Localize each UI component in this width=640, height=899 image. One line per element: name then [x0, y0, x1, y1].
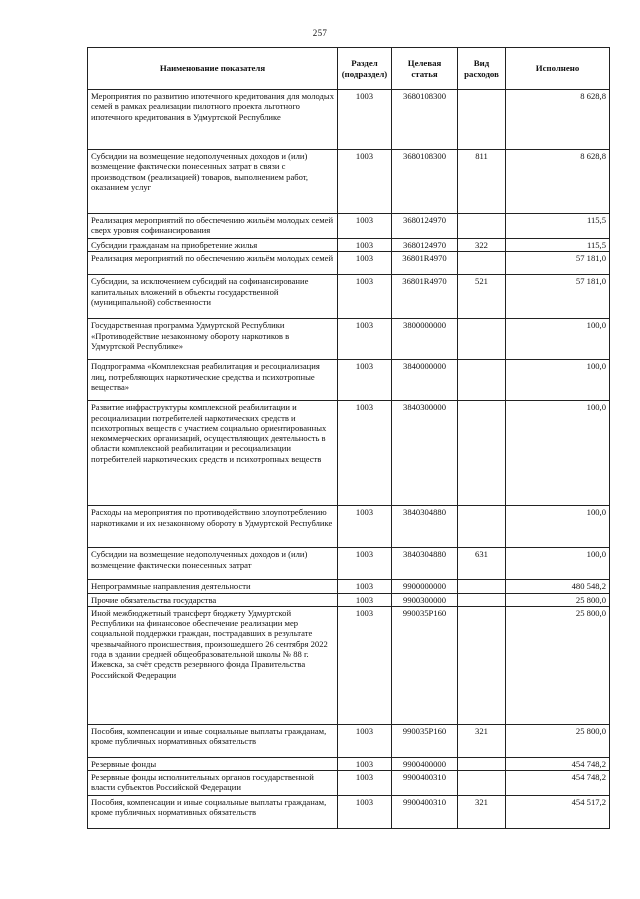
table-row	[88, 252, 610, 275]
row-section: 1003	[338, 548, 392, 580]
page-number: 257	[312, 28, 328, 38]
row-expense: 321	[458, 724, 506, 757]
table-row	[88, 580, 610, 593]
header-section: Раздел (подраздел)	[338, 48, 392, 90]
row-name: Непрограммные направления деятельности	[88, 580, 338, 593]
row-executed: 8 628,8	[506, 150, 610, 214]
row-expense: 811	[458, 150, 506, 214]
row-name: Пособия, компенсации и иные социальные выплаты гражданам, кроме публичных нормативных обязательств	[88, 796, 338, 829]
row-expense	[458, 360, 506, 401]
row-executed: 57 181,0	[506, 252, 610, 275]
row-section: 1003	[338, 214, 392, 239]
row-executed: 25 800,0	[506, 606, 610, 724]
row-name: Резервные фонды исполнительных органов государственной власти субъектов Российской Федерации	[88, 771, 338, 796]
row-name: Подпрограмма «Комплексная реабилитация и ресоциализация лиц, потребляющих наркотические средства и психотропные вещества»	[88, 360, 338, 401]
table-row	[88, 90, 610, 150]
row-section: 1003	[338, 239, 392, 252]
row-target: 3680124970	[392, 214, 458, 239]
row-section: 1003	[338, 606, 392, 724]
row-expense	[458, 757, 506, 770]
row-section: 1003	[338, 90, 392, 150]
table-row	[88, 506, 610, 548]
row-section: 1003	[338, 771, 392, 796]
row-target: 3680108300	[392, 90, 458, 150]
row-expense: 321	[458, 796, 506, 829]
row-section: 1003	[338, 757, 392, 770]
row-target: 36801R4970	[392, 252, 458, 275]
row-name: Реализация мероприятий по обеспечению жильём молодых семей	[88, 252, 338, 275]
row-section: 1003	[338, 593, 392, 606]
row-expense	[458, 319, 506, 360]
row-expense	[458, 214, 506, 239]
row-executed: 100,0	[506, 506, 610, 548]
row-name: Субсидии на возмещение недополученных доходов и (или) возмещение фактически понесенных затрат	[88, 548, 338, 580]
row-executed: 25 800,0	[506, 724, 610, 757]
row-executed: 115,5	[506, 239, 610, 252]
row-executed: 8 628,8	[506, 90, 610, 150]
row-name: Субсидии гражданам на приобретение жилья	[88, 239, 338, 252]
row-executed: 100,0	[506, 548, 610, 580]
row-section: 1003	[338, 401, 392, 506]
table-row	[88, 275, 610, 319]
table-row	[88, 757, 610, 770]
row-name: Прочие обязательства государства	[88, 593, 338, 606]
row-section: 1003	[338, 506, 392, 548]
row-section: 1003	[338, 724, 392, 757]
row-name: Резервные фонды	[88, 757, 338, 770]
row-target: 36801R4970	[392, 275, 458, 319]
table-row	[88, 319, 610, 360]
row-expense: 521	[458, 275, 506, 319]
table-row	[88, 548, 610, 580]
row-section: 1003	[338, 319, 392, 360]
row-executed: 454 748,2	[506, 771, 610, 796]
row-executed: 57 181,0	[506, 275, 610, 319]
row-target: 3840000000	[392, 360, 458, 401]
row-expense	[458, 401, 506, 506]
row-target: 9900400310	[392, 771, 458, 796]
row-expense	[458, 252, 506, 275]
row-expense	[458, 506, 506, 548]
row-executed: 115,5	[506, 214, 610, 239]
table-row	[88, 401, 610, 506]
row-executed: 100,0	[506, 319, 610, 360]
row-executed: 454 517,2	[506, 796, 610, 829]
row-target: 990035Р160	[392, 606, 458, 724]
row-section: 1003	[338, 796, 392, 829]
table-row	[88, 606, 610, 724]
row-name: Иной межбюджетный трансферт бюджету Удмуртской Республики на финансовое обеспечение реализации мер социальной поддержки граждан, пострадавших в результате чрезвычайного происшествия, произошедшего 26 сентября 2022 года в здании средней общеобразовательной школы № 88 г. Ижевска, за счёт средств резервного фонда Правительства Российской Федерации	[88, 606, 338, 724]
header-row	[88, 48, 610, 90]
row-section: 1003	[338, 252, 392, 275]
table-row	[88, 214, 610, 239]
row-name: Развитие инфраструктуры комплексной реабилитации и ресоциализации потребителей наркотических средств и психотропных веществ с участием социально ориентированных некоммерческих организаций, осуществляющих деятельность в области комплексной реабилитации и ресоциализации потребителей наркотических средств и психотропных веществ	[88, 401, 338, 506]
row-expense: 631	[458, 548, 506, 580]
row-name: Мероприятия по развитию ипотечного кредитования для молодых семей в рамках реализации пилотного проекта льготного ипотечного кредитования в Удмуртской Республике	[88, 90, 338, 150]
row-expense	[458, 593, 506, 606]
row-name: Субсидии, за исключением субсидий на софинансирование капитальных вложений в объекты государственной (муниципальной) собственности	[88, 275, 338, 319]
row-expense	[458, 90, 506, 150]
row-target: 9900400000	[392, 757, 458, 770]
row-name: Реализация мероприятий по обеспечению жильём молодых семей сверх уровня софинансирования	[88, 214, 338, 239]
header-target: Целевая статья	[392, 48, 458, 90]
row-target: 3840304880	[392, 548, 458, 580]
row-section: 1003	[338, 150, 392, 214]
row-executed: 480 548,2	[506, 580, 610, 593]
header-expense: Вид расходов	[458, 48, 506, 90]
row-target: 3680108300	[392, 150, 458, 214]
row-section: 1003	[338, 360, 392, 401]
row-executed: 100,0	[506, 360, 610, 401]
row-section: 1003	[338, 580, 392, 593]
row-name: Пособия, компенсации и иные социальные выплаты гражданам, кроме публичных нормативных обязательств	[88, 724, 338, 757]
row-executed: 454 748,2	[506, 757, 610, 770]
row-target: 3840304880	[392, 506, 458, 548]
row-expense: 322	[458, 239, 506, 252]
row-expense	[458, 606, 506, 724]
table-row	[88, 593, 610, 606]
header-name: Наименование показателя	[88, 48, 338, 90]
table-row	[88, 239, 610, 252]
header-executed: Исполнено	[506, 48, 610, 90]
row-expense	[458, 771, 506, 796]
row-target: 3840300000	[392, 401, 458, 506]
row-target: 9900000000	[392, 580, 458, 593]
table-row	[88, 360, 610, 401]
row-target: 3800000000	[392, 319, 458, 360]
row-target: 3680124970	[392, 239, 458, 252]
table-row	[88, 771, 610, 796]
budget-table	[87, 47, 610, 829]
row-name: Расходы на мероприятия по противодействию злоупотреблению наркотиками и их незаконному обороту в Удмуртской Республике	[88, 506, 338, 548]
row-expense	[458, 580, 506, 593]
row-target: 9900300000	[392, 593, 458, 606]
table-row	[88, 724, 610, 757]
table-row	[88, 150, 610, 214]
table-row	[88, 796, 610, 829]
row-target: 9900400310	[392, 796, 458, 829]
row-section: 1003	[338, 275, 392, 319]
row-name: Субсидии на возмещение недополученных доходов и (или) возмещение фактически понесенных затрат в связи с производством (реализацией) товаров, выполнением работ, оказанием услуг	[88, 150, 338, 214]
row-name: Государственная программа Удмуртской Республики «Противодействие незаконному обороту наркотиков в Удмуртской Республике»	[88, 319, 338, 360]
row-target: 990035Р160	[392, 724, 458, 757]
row-executed: 100,0	[506, 401, 610, 506]
row-executed: 25 800,0	[506, 593, 610, 606]
